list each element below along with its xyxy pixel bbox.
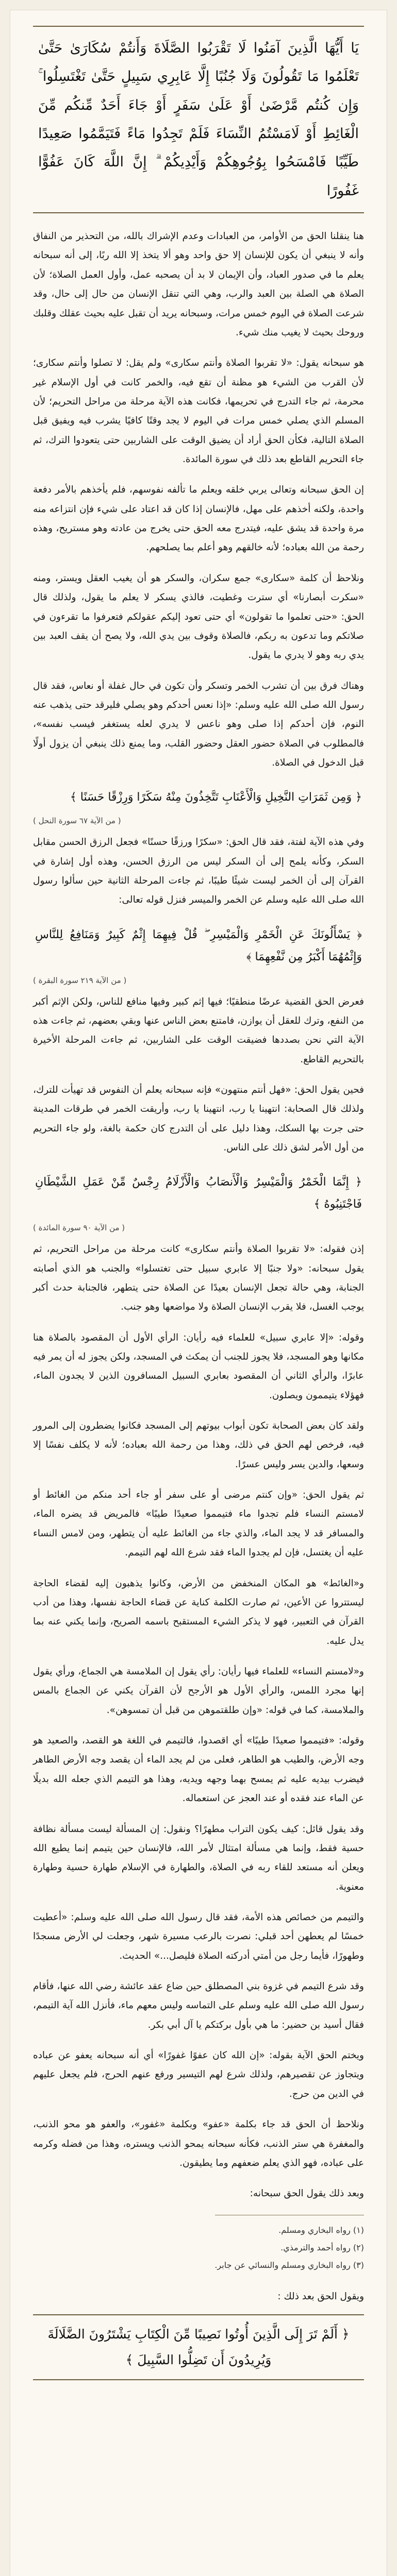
paragraph: و«الغائط» هو المكان المنخفض من الأرض، وكانوا يذهبون إليه لقضاء الحاجة ليستتروا عن الأعين، ثم صارت الكلمة كناية عن قضاء الحاجة نفسها، وهذا من أدب القرآن في التعبير، فهو لا يذكر الشيء المستقبح باسمه الصريح، وإنما يكني عنه بما يدل عليه. [33,1578,364,1647]
paragraph: إذن فقوله: «لا تقربوا الصلاة وأنتم سكارى» كانت مرحلة من مراحل التحريم، ثم يقول سبحانه: «ولا جنبًا إلا عابري سبيل حتى تغتسلوا» والجنب هو الذي أصابته الجنابة، وهي حالة تجعل الإنسان بعيدًا عن الصلاة حتى يتطهر، فالجنابة حدث أكبر يوجب الغسل، فلا يقرب الإنسان الصلاة ولا مواضعها وهو جنب. [33,1244,364,1313]
paragraph: وهناك فرق بين أن تشرب الخمر وتسكر وأن تكون في حال غفلة أو نعاس، فقد قال رسول الله صلى الله عليه وسلم: «إذا نعس أحدكم وهو يصلي فليرقد حتى يذهب عنه النوم، فإن أحدكم إذا صلى وهو ناعس لا يدري لعله يستغفر فيسب نفسه»، فالمطلوب في الصلاة حضور العقل وحضور القلب، وما يمنع ذلك ينبغي أن يزول أولًا قبل الدخول في الصلاة. [33,680,364,769]
footnote: (٢) رواه أحمد والترمذي. [280,2243,364,2253]
footnote: (١) رواه البخاري ومسلم. [278,2225,364,2235]
paragraph: فحين يقول الحق: «فهل أنتم منتهون» فإنه سبحانه يعلم أن النفوس قد تهيأت للترك، ولذلك قال الصحابة: انتهينا يا رب، انتهينا يا رب، وأريقت الخمر في طرقات المدينة حتى جرت بها السكك، وهذا دليل على أن التدرج كان حكمة بالغة، ولو جاء التحريم من أول الأمر لشق ذلك على الناس. [33,1084,364,1154]
closing-line: ويقول الحق بعد ذلك : [277,2291,364,2302]
paragraph: وفي هذه الآية لفتة، فقد قال الحق: «سكرًا ورزقًا حسنًا» فجعل الرزق الحسن مقابل السكر، وكأنه يلمح إلى أن السكر ليس من الرزق الحسن، وهذه أول إشارة في القرآن إلى أن الخمر ليست شيئًا طيبًا، ثم جاءت المرحلة الثانية حين سألوا رسول الله صلى الله عليه وسلم عن الخمر والميسر فنزل قوله تعالى: [33,837,364,906]
paragraph: إن الحق سبحانه وتعالى يربي خلقه ويعلم ما تألفه نفوسهم، فلم يأخذهم بالأمر دفعة واحدة، ولكنه أخذهم على مهل، فالإنسان إذا كان قد اعتاد على شيء فإن انتزاعه منه مرة واحدة قد يشق عليه، فيتدرج معه الحق حتى يخرج من عادته وهو مستريح، وهذه رحمة من الله بعباده؛ لأنه خالقهم وهو أعلم بما يصلحهم. [33,484,364,553]
paragraph: هو سبحانه يقول: «لا تقربوا الصلاة وأنتم سكارى» ولم يقل: لا تصلوا وأنتم سكارى؛ لأن القرب من الشيء هو مظنة أن تقع فيه، والخمر كانت في أول الإسلام غير محرمة، ثم جاء التدرج في تحريمها، فكانت هذه الآية مرحلة من مراحل التحريم؛ لأن المسلم الذي يصلي خمس مرات في اليوم لا يجد وقتًا كافيًا يشرب فيه ويفيق قبل الصلاة التالية، فكأن الحق أراد أن يضيق الوقت على الشاربين حتى يتعودوا الترك، ثم جاء التحريم القاطع بعد ذلك في سورة المائدة. [33,358,364,465]
paragraph: و«لامستم النساء» للعلماء فيها رأيان: رأي يقول إن الملامسة هي الجماع، ورأي يقول إنها مجرد اللمس، والرأي الأول هو الأرجح لأن القرآن يكني عن الجماع بالمس والملامسة، كما في قوله: «وإن طلقتموهن من قبل أن تمسوهن». [33,1666,364,1716]
footnote: (٣) رواه البخاري ومسلم والنسائي عن جابر. [214,2260,364,2270]
paragraph: ونلاحظ أن كلمة «سكارى» جمع سكران، والسكر هو أن يغيب العقل ويستر، ومنه «سكرت أبصارنا» أي سترت وغطيت، فالذي يسكر لا يعلم ما يقول، ولذلك قال الحق: «حتى تعلموا ما تقولون» أي حتى تعود إليكم عقولكم فتعرفوا ما تقرءون في صلاتكم وما تدعون به ربكم، فالصلاة وقوف بين يدي الله، ولا يصح أن يقف العبد بين يدي ربه وهو لا يدري ما يقول. [33,572,364,661]
document-page [10,10,387,2576]
paragraph: وقوله: «إلا عابري سبيل» للعلماء فيه رأيان: الرأي الأول أن المقصود بالصلاة هنا مكانها وهو المسجد، فلا يجوز للجنب أن يمكث في المسجد، ولكن يجوز له أن يمر فيه عابرًا، والرأي الثاني أن المقصود بعابري السبيل المسافرون الذين لا يجدون الماء، فهؤلاء يتيممون ويصلون. [33,1332,364,1401]
paragraph: ولقد كان بعض الصحابة تكون أبواب بيوتهم إلى المسجد فكانوا يضطرون إلى المرور فيه، فرخص لهم الحق في ذلك، وهذا من رحمة الله بعباده؛ لأنه لا يكلف نفسًا إلا وسعها، والدين يسر وليس عسرًا. [33,1420,364,1470]
quoted-verse: ﴿ يَسْأَلُونَكَ عَنِ الْخَمْرِ وَالْمَيْسِرِ ۖ قُلْ فِيهِمَا إِثْمٌ كَبِيرٌ وَمَنَافِعُ لِلنَّاسِ وَإِثْمُهُمَا أَكْبَرُ مِن نَّفْعِهِمَا ﴾ [35,928,362,963]
final-verse: ﴿ أَلَمْ تَرَ إِلَى الَّذِينَ أُوتُوا نَصِيبًا مِّنَ الْكِتَابِ يَشْتَرُونَ الضَّلَالَةَ وَيُرِيدُونَ أَن تَضِلُّوا السَّبِيلَ ﴾ [33,2314,364,2380]
verse-reference: ( من الآية ٦٧ سورة النحل ) [33,816,121,826]
paragraph: هنا ينقلنا الحق من الأوامر، من العبادات وعدم الإشراك بالله، من التحذير من النفاق وأنه لا ينبغي أن يكون للإنسان إلا حق واحد وهو ألا يتخذ إلا الله ربًا، إلى أنه سبحانه يعلم ما في صدور العباد، وأن الإيمان لا بد أن يصحبه عمل، وأول العمل الصلاة؛ لأن الصلاة هي الصلة بين العبد والرب، وهي التي تنقل الإنسان من حال إلى حال، وقد شرعت الصلاة في اليوم خمس مرات، وسبحانه يريد أن تقبل عليه بحيث عقلك وقلبك وروحك بحيث لا يغيب منك شيء. [33,231,364,338]
paragraph: والتيمم من خصائص هذه الأمة، فقد قال رسول الله صلى الله عليه وسلم: «أعطيت خمسًا لم يعطهن أحد قبلي: نصرت بالرعب مسيرة شهر، وجعلت لي الأرض مسجدًا وطهورًا، فأيما رجل من أمتي أدركته الصلاة فليصل...» الحديث. [33,1911,364,1961]
paragraph: ونلاحظ أن الحق قد جاء بكلمة «عفو» وبكلمة «غفور»، والعفو هو محو الذنب، والمغفرة هي ستر الذنب، فكأنه سبحانه يمحو الذنب ويستره، وهذا من فضله وكرمه على عباده، فهو الذي يعلم ضعفهم وما يطيقون. [33,2119,364,2168]
paragraph: وقوله: «فتيمموا صعيدًا طيبًا» أي اقصدوا، فالتيمم في اللغة هو القصد، والصعيد هو وجه الأرض، والطيب هو الطاهر، فعلى من لم يجد الماء أن يقصد وجه الأرض الطاهر فيضرب بيديه عليه ثم يمسح بهما وجهه ويديه، وهذا هو التيمم الذي جعله الله بديلًا عن الماء عند فقده أو عند العجز عن استعماله. [33,1735,364,1804]
verse-reference: ( من الآية ٢١٩ سورة البقرة ) [33,975,127,985]
verse-reference: ( من الآية ٩٠ سورة المائدة ) [33,1223,125,1233]
paragraph: ويختم الحق الآية بقوله: «إن الله كان عفوًا غفورًا» أي أنه سبحانه يعفو عن عباده ويتجاوز عن تقصيرهم، ولذلك شرع لهم التيسير ورفع عنهم الحرج، فلم يجعل عليهم في الدين من حرج. [33,2050,364,2099]
paragraph: فعرض الحق القضية عرضًا منطقيًا؛ فيها إثم كبير وفيها منافع للناس، ولكن الإثم أكبر من النفع، وترك للعقل أن يوازن، فامتنع بعض الناس عنها وبقي بعضهم، ثم جاءت هذه الآية التي نحن بصددها فضيقت الوقت على الشاربين، ثم جاءت المرحلة الأخيرة بالتحريم القاطع. [33,996,364,1065]
footnotes [33,2223,364,2274]
opening-verse: يَا أَيُّهَا الَّذِينَ آمَنُوا لَا تَقْرَبُوا الصَّلَاةَ وَأَنتُمْ سُكَارَىٰ حَتَّىٰ تَعْلَمُوا مَا تَقُولُونَ وَلَا جُنُبًا إِلَّا عَابِرِي سَبِيلٍ حَتَّىٰ تَغْتَسِلُوا ۚ وَإِن كُنتُم مَّرْضَىٰ أَوْ عَلَىٰ سَفَرٍ أَوْ جَاءَ أَحَدٌ مِّنكُم مِّنَ الْغَائِطِ أَوْ لَامَسْتُمُ النِّسَاءَ فَلَمْ تَجِدُوا مَاءً فَتَيَمَّمُوا صَعِيدًا طَيِّبًا فَامْسَحُوا بِوُجُوهِكُمْ وَأَيْدِيكُمْ ۗ إِنَّ اللَّهَ كَانَ عَفُوًّا غَفُورًا [33,26,364,213]
paragraph: وقد يقول قائل: كيف يكون التراب مطهرًا؟ ونقول: إن المسألة ليست مسألة نظافة حسية فقط، وإنما هي مسألة امتثال لأمر الله، فالإنسان حين يتيمم إنما يطيع الله ويعلن أنه مستعد للقاء ربه في الصلاة، والطهارة في الإسلام طهارة حسية وطهارة معنوية. [33,1823,364,1892]
quoted-verse: ﴿ إِنَّمَا الْخَمْرُ وَالْمَيْسِرُ وَالْأَنصَابُ وَالْأَزْلَامُ رِجْسٌ مِّنْ عَمَلِ الشَّيْطَانِ فَاجْتَنِبُوهُ ﴾ [35,1176,362,1211]
quoted-verse: ﴿ وَمِن ثَمَرَاتِ النَّخِيلِ وَالْأَعْنَابِ تَتَّخِذُونَ مِنْهُ سَكَرًا وَرِزْقًا حَسَنًا ﴾ [70,791,362,804]
paragraph: وبعد ذلك يقول الحق سبحانه: [250,2188,364,2199]
paragraph: وقد شرع التيمم في غزوة بني المصطلق حين ضاع عقد عائشة رضي الله عنها، فأقام رسول الله صلى الله عليه وسلم على التماسه وليس معهم ماء، فأنزل الله آية التيمم، فقال أسيد بن حضير: ما هي بأول بركتكم يا آل أبي بكر. [33,1981,364,2030]
paragraph: ثم يقول الحق: «وإن كنتم مرضى أو على سفر أو جاء أحد منكم من الغائط أو لامستم النساء فلم تجدوا ماء فتيمموا صعيدًا طيبًا» فالمريض قد يضره الماء، والمسافر قد لا يجد الماء، والذي جاء من الغائط عليه أن يتطهر، ومن لامس النساء عليه أن يغتسل، فإن لم يجدوا الماء فقد شرع الله لهم التيمم. [33,1489,364,1558]
